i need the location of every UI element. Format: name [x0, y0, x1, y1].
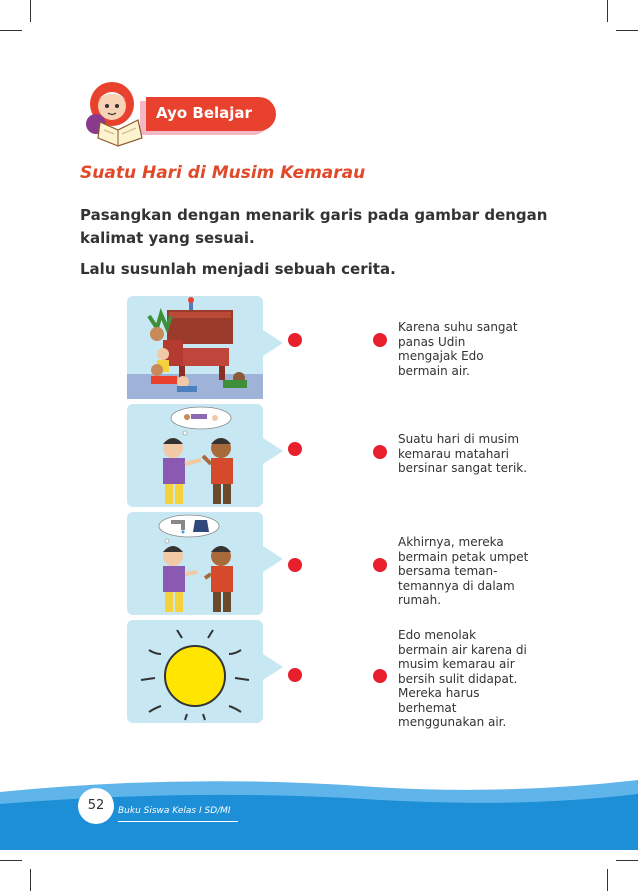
- sentence-dot-1[interactable]: [373, 333, 387, 347]
- sentence-dot-4[interactable]: [373, 669, 387, 683]
- sentence-dot-2[interactable]: [373, 445, 387, 459]
- book-title: Buku Siswa Kelas I SD/MI: [118, 806, 231, 816]
- badge-label: Ayo Belajar: [156, 104, 252, 122]
- picture-panel-3: [127, 512, 263, 615]
- panel-tail: [263, 330, 283, 356]
- picture-panel-1: [127, 296, 263, 399]
- picture-panel-2: [127, 404, 263, 507]
- girl-reading-book-icon: [82, 78, 162, 148]
- crop-mark: [607, 869, 608, 891]
- two-boys-talking-about-water-icon: [127, 512, 263, 615]
- sentence-dot-3[interactable]: [373, 558, 387, 572]
- two-boys-talking-about-playing-icon: [127, 404, 263, 507]
- children-hide-and-seek-icon: [127, 296, 263, 399]
- picture-dot-2[interactable]: [288, 442, 302, 456]
- sentence-1: Karena suhu sangat panas Udin mengajak Edo bermain air.: [398, 320, 518, 378]
- instruction-text: Pasangkan dengan menarik garis pada gambar dengan kalimat yang sesuai.: [80, 206, 548, 247]
- picture-dot-4[interactable]: [288, 668, 302, 682]
- picture-dot-1[interactable]: [288, 333, 302, 347]
- panel-tail: [263, 438, 283, 464]
- sun-icon: [127, 620, 263, 723]
- sentence-2: Suatu hari di musim kemarau matahari bersinar sangat terik.: [398, 432, 528, 475]
- page-number: 52: [87, 798, 105, 813]
- crop-mark: [607, 0, 608, 22]
- crop-mark: [616, 30, 638, 31]
- crop-mark: [0, 860, 22, 861]
- panel-tail: [263, 654, 283, 680]
- sentence-3: Akhirnya, mereka bermain petak umpet bersama teman-temannya di dalam rumah.: [398, 535, 529, 607]
- crop-mark: [30, 0, 31, 22]
- instruction-text-2: Lalu susunlah menjadi sebuah cerita.: [80, 260, 396, 278]
- picture-dot-3[interactable]: [288, 558, 302, 572]
- panel-tail: [263, 546, 283, 572]
- crop-mark: [0, 30, 22, 31]
- sentence-4: Edo menolak bermain air karena di musim kemarau air bersih sulit didapat. Mereka harus berhemat menggunakan air.: [398, 628, 527, 729]
- lesson-title: Suatu Hari di Musim Kemarau: [80, 163, 366, 183]
- crop-mark: [616, 860, 638, 861]
- footer-underline: [118, 821, 238, 822]
- picture-panel-4: [127, 620, 263, 723]
- crop-mark: [30, 869, 31, 891]
